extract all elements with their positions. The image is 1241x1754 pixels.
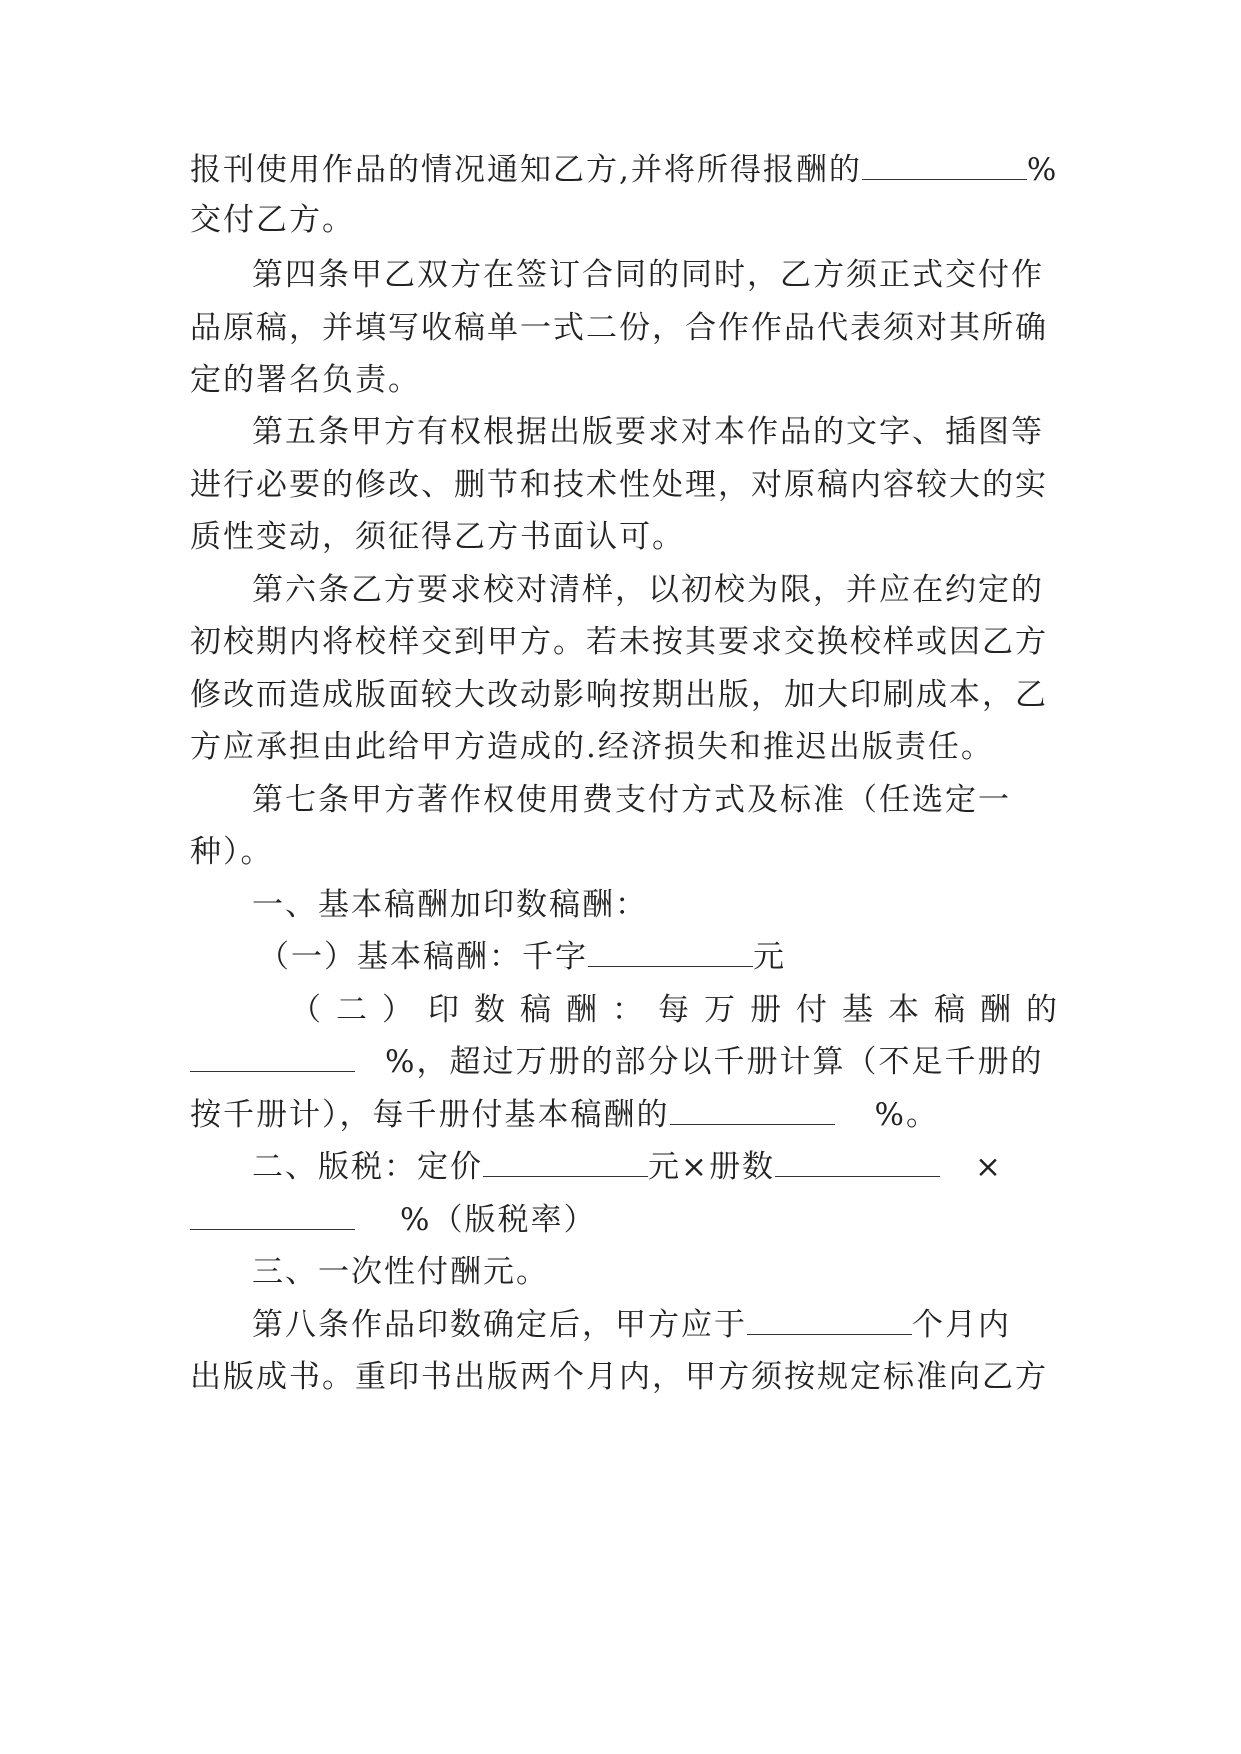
paragraph-start: [252, 1305, 1052, 1345]
text-line: [190, 150, 1059, 190]
text-line: 品原稿，并填写收稿单一式二份，合作作品代表须对其所确: [190, 310, 1048, 346]
text-segment: %（版税率）: [400, 1202, 597, 1238]
text-segment: 按千册计），每千册付基本稿酬的: [190, 1097, 670, 1133]
fill-in-blank: [747, 1306, 912, 1335]
paragraph-start: 第六条乙方要求校对清样，以初校为限，并应在约定的: [252, 572, 1044, 608]
paragraph-start: 第五条甲方有权根据出版要求对本作品的文字、插图等: [252, 414, 1044, 450]
text-line: 质性变动，须征得乙方书面认可。: [190, 519, 685, 555]
text-line: [190, 1095, 1050, 1135]
fill-in-blank: [190, 1043, 355, 1072]
text-line: 初校期内将校样交到甲方。若未按其要求交换校样或因乙方: [190, 624, 1048, 660]
text-segment: ×: [974, 1149, 1003, 1185]
text-line: 方应承担由此给甲方造成的.经济损失和推迟出版责任。: [190, 729, 994, 765]
fill-in-blank: [862, 151, 1027, 180]
paragraph-start: 第四条甲乙双方在签订合同的同时，乙方须正式交付作: [252, 257, 1044, 293]
text-line: [258, 937, 1048, 977]
text-line: 进行必要的修改、删节和技术性处理，对原稿内容较大的实: [190, 467, 1048, 503]
text-line: [190, 1042, 1050, 1082]
text-line: [190, 1200, 1050, 1240]
text-line: （二）印数稿酬：每万册付基本稿酬的: [290, 992, 1072, 1028]
fill-in-blank: [483, 1148, 648, 1177]
fill-in-blank: [190, 1201, 355, 1230]
text-line: 修改而造成版面较大改动影响按期出版，加大印刷成本，乙: [190, 677, 1048, 713]
text-segment: %: [1026, 152, 1059, 188]
text-segment: 报刊使用作品的情况通知乙方,并将所得报酬的: [190, 152, 862, 188]
fill-in-blank: [588, 938, 753, 967]
text-line: 出版成书。重印书出版两个月内，甲方须按规定标准向乙方: [190, 1359, 1048, 1395]
text-segment: （一）基本稿酬：千字: [258, 939, 588, 975]
section-heading: 一、基本稿酬加印数稿酬：: [252, 887, 648, 923]
text-segment: %。: [874, 1097, 939, 1133]
text-line: 定的署名负责。: [190, 362, 421, 398]
text-segment: 元×册数: [648, 1149, 775, 1185]
text-segment: 第八条作品印数确定后，甲方应于: [252, 1307, 747, 1343]
section-heading: 三、一次性付酬元。: [252, 1254, 549, 1290]
text-segment: 元: [753, 939, 786, 975]
text-line: [252, 1147, 1052, 1187]
text-segment: 二、版税：定价: [252, 1149, 483, 1185]
text-line: 种）。: [190, 834, 274, 870]
text-line: 交付乙方。: [190, 202, 355, 238]
text-segment: %，超过万册的部分以千册计算（不足千册的: [385, 1044, 1044, 1080]
fill-in-blank: [775, 1148, 940, 1177]
text-segment: 个月内: [912, 1307, 1011, 1343]
paragraph-start: 第七条甲方著作权使用费支付方式及标准（任选定一: [252, 782, 1011, 818]
fill-in-blank: [670, 1096, 835, 1125]
